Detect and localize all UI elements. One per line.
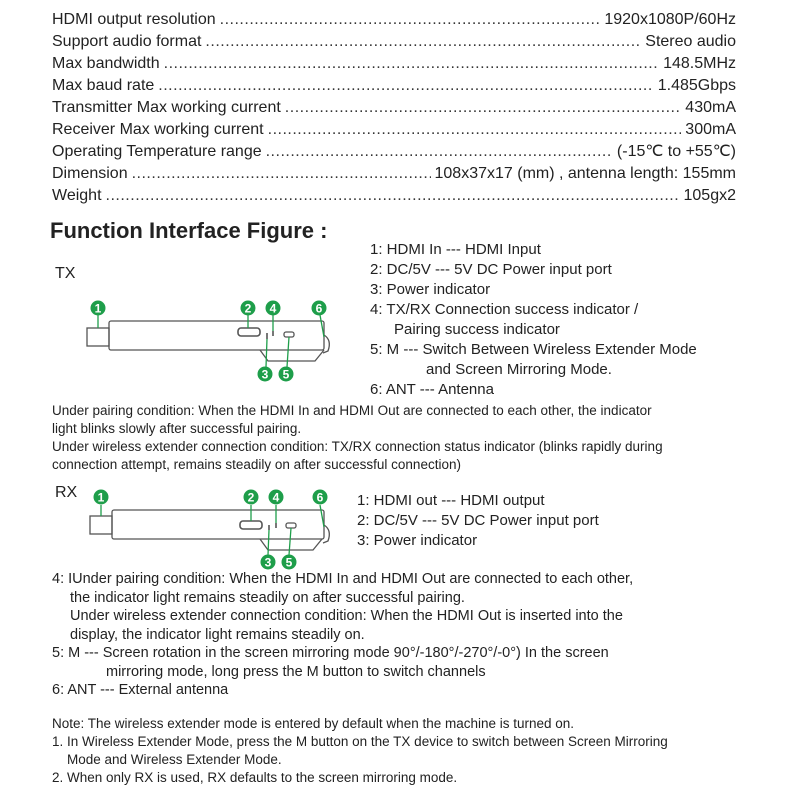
svg-text:6: 6 — [315, 301, 323, 316]
list-item: 3: Power indicator — [370, 281, 491, 298]
badge-1-icon — [94, 490, 109, 505]
note-line: Under pairing condition: When the HDMI In and HDMI Out are connected to each other, the indicator — [52, 403, 652, 418]
list-item: 2: DC/5V --- 5V DC Power input port — [357, 512, 599, 529]
list-item: 3: Power indicator — [357, 532, 478, 549]
list-item: 6: ANT --- External antenna — [52, 682, 229, 698]
svg-text:5: 5 — [285, 555, 293, 570]
rx-details — [52, 570, 633, 700]
spec-value: 1.485Gbps — [657, 77, 736, 94]
tx-device-diagram — [80, 295, 340, 385]
list-item: 2: DC/5V --- 5V DC Power input port — [370, 261, 612, 278]
svg-text:1: 1 — [97, 490, 105, 505]
list-item: the indicator light remains steadily on after successful pairing. — [70, 589, 465, 606]
spec-row-baud — [52, 75, 736, 97]
spec-label: Dimension — [52, 165, 128, 182]
spec-label: Weight — [52, 187, 102, 204]
hdmi-connector-shape — [87, 328, 109, 346]
rx-label: RX — [55, 484, 78, 501]
spec-row-bandwidth — [52, 53, 736, 75]
spec-row-weight — [52, 185, 736, 207]
rx-interface-list — [357, 491, 599, 551]
badge-6-icon — [312, 301, 327, 316]
badge-3-icon — [261, 555, 276, 570]
note-line: Under wireless extender connection condition: TX/RX connection status indicator (blinks rapidly during — [52, 439, 663, 454]
hdmi-connector-shape — [90, 516, 112, 534]
tx-label: TX — [55, 265, 76, 282]
svg-text:5: 5 — [282, 367, 290, 382]
list-item: 1: HDMI In --- HDMI Input — [370, 241, 541, 258]
svg-text:3: 3 — [264, 555, 272, 570]
spec-value: 300mA — [685, 121, 736, 138]
spec-value: 148.5MHz — [663, 55, 736, 72]
svg-text:6: 6 — [316, 490, 324, 505]
spec-label: Operating Temperature range — [52, 143, 262, 160]
list-item: Under wireless extender connection condition: When the HDMI Out is inserted into the — [70, 608, 623, 624]
spec-row-resolution — [52, 9, 736, 31]
badge-4-icon — [266, 301, 281, 316]
spec-value: (-15℃ to +55℃) — [616, 143, 736, 160]
badge-3-icon — [258, 367, 273, 382]
note-line: connection attempt, remains steadily on after successful connection) — [52, 457, 461, 472]
note-line: Mode and Wireless Extender Mode. — [67, 752, 282, 767]
note-line: 2. When only RX is used, RX defaults to the screen mirroring mode. — [52, 770, 458, 785]
list-item: 1: HDMI out --- HDMI output — [357, 492, 545, 509]
list-item: 6: ANT --- Antenna — [370, 381, 494, 398]
section-title: Function Interface Figure : — [50, 218, 328, 243]
spec-row-audio — [52, 31, 736, 53]
note-line: Note: The wireless extender mode is entered by default when the machine is turned on. — [52, 716, 575, 731]
svg-text:4: 4 — [272, 490, 280, 505]
spec-value: 430mA — [685, 99, 736, 116]
badge-1-icon — [91, 301, 106, 316]
rx-device-diagram — [80, 485, 340, 575]
tx-interface-list — [370, 240, 697, 400]
list-item: display, the indicator light remains steadily on. — [70, 626, 365, 643]
list-item: Pairing success indicator — [394, 321, 560, 338]
spec-label: Transmitter Max working current — [52, 99, 281, 116]
badge-5-icon — [279, 367, 294, 382]
list-item: mirroring mode, long press the M button to switch channels — [106, 663, 486, 680]
device-body-shape — [109, 321, 324, 350]
svg-text:1: 1 — [94, 301, 102, 316]
spec-row-tx-current — [52, 97, 736, 119]
spec-label: Receiver Max working current — [52, 121, 264, 138]
list-item: 4: TX/RX Connection success indicator / — [370, 301, 639, 318]
svg-text:2: 2 — [244, 301, 252, 316]
spec-row-rx-current — [52, 119, 736, 141]
spec-label: HDMI output resolution — [52, 11, 216, 28]
list-item: 5: M --- Screen rotation in the screen mirroring mode 90°/-180°/-270°/-0°) In the screen — [52, 645, 609, 661]
badge-6-icon — [313, 490, 328, 505]
spec-label: Max baud rate — [52, 77, 155, 94]
svg-text:2: 2 — [247, 490, 255, 505]
badge-5-icon — [282, 555, 297, 570]
list-item: 5: M --- Switch Between Wireless Extender Mode — [370, 341, 697, 358]
spec-row-temperature — [52, 141, 736, 163]
spec-value: 105gx2 — [683, 187, 736, 204]
spec-label: Max bandwidth — [52, 55, 160, 72]
spec-value: 108x37x17 (mm) , antenna length: 155mm — [434, 165, 736, 182]
badge-2-icon — [241, 301, 256, 316]
mode-note — [52, 715, 752, 787]
note-line: 1. In Wireless Extender Mode, press the M button on the TX device to switch between Screen Mirroring — [52, 734, 668, 749]
list-item: 4: IUnder pairing condition: When the HDMI In and HDMI Out are connected to each other, — [52, 571, 634, 587]
spec-label: Support audio format — [52, 33, 202, 50]
badge-4-icon — [269, 490, 284, 505]
spec-row-dimension — [52, 163, 736, 185]
svg-text:4: 4 — [269, 301, 277, 316]
device-body-shape — [112, 510, 324, 539]
badge-2-icon — [244, 490, 259, 505]
spec-value: 1920x1080P/60Hz — [604, 11, 736, 28]
tx-notes — [52, 402, 752, 474]
spec-value: Stereo audio — [645, 33, 736, 50]
note-line: light blinks slowly after successful pairing. — [52, 421, 302, 436]
svg-text:3: 3 — [261, 367, 269, 382]
list-item: and Screen Mirroring Mode. — [426, 361, 612, 378]
